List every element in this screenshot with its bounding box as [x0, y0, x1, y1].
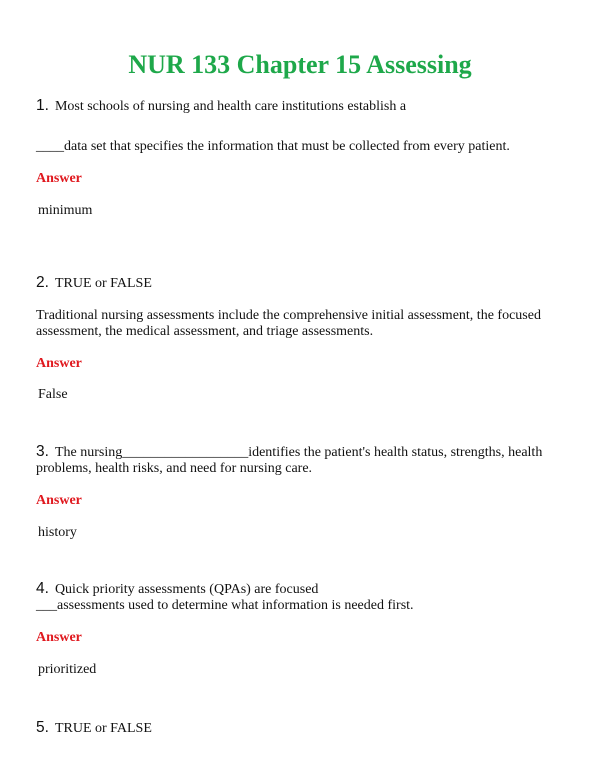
question-3 [36, 443, 542, 461]
answer-value: history [38, 525, 77, 540]
answer-label: Answer [36, 630, 82, 645]
question-text: Most schools of nursing and health care institutions establish a [54, 99, 407, 114]
question-2 [36, 274, 152, 292]
question-number: 1. [36, 97, 49, 114]
answer-label: Answer [36, 493, 82, 508]
answer-value: False [38, 387, 68, 402]
question-number: 4. [36, 580, 49, 597]
question-text: problems, health risks, and need for nursing care. [36, 461, 313, 476]
question-text: Traditional nursing assessments include the comprehensive initial assessment, the focused [36, 308, 541, 323]
question-text: The nursing__________________identifies the patient's health status, strengths, health [54, 445, 543, 460]
question-1 [36, 97, 406, 115]
question-text: assessment, the medical assessment, and triage assessments. [36, 324, 374, 339]
question-4 [36, 580, 318, 598]
answer-label: Answer [36, 356, 82, 371]
question-text: TRUE or FALSE [54, 721, 152, 736]
answer-label: Answer [36, 171, 82, 186]
answer-value: prioritized [38, 662, 97, 677]
question-number: 5. [36, 719, 49, 736]
answer-value: minimum [38, 203, 93, 218]
question-text: ____data set that specifies the information that must be collected from every patient. [36, 139, 510, 154]
question-text: Quick priority assessments (QPAs) are focused [54, 582, 319, 597]
page-title: NUR 133 Chapter 15 Assessing [128, 50, 472, 79]
question-text: TRUE or FALSE [54, 276, 152, 291]
question-5 [36, 719, 152, 737]
question-number: 3. [36, 443, 49, 460]
question-number: 2. [36, 274, 49, 291]
question-text: ___assessments used to determine what information is needed first. [36, 598, 414, 613]
